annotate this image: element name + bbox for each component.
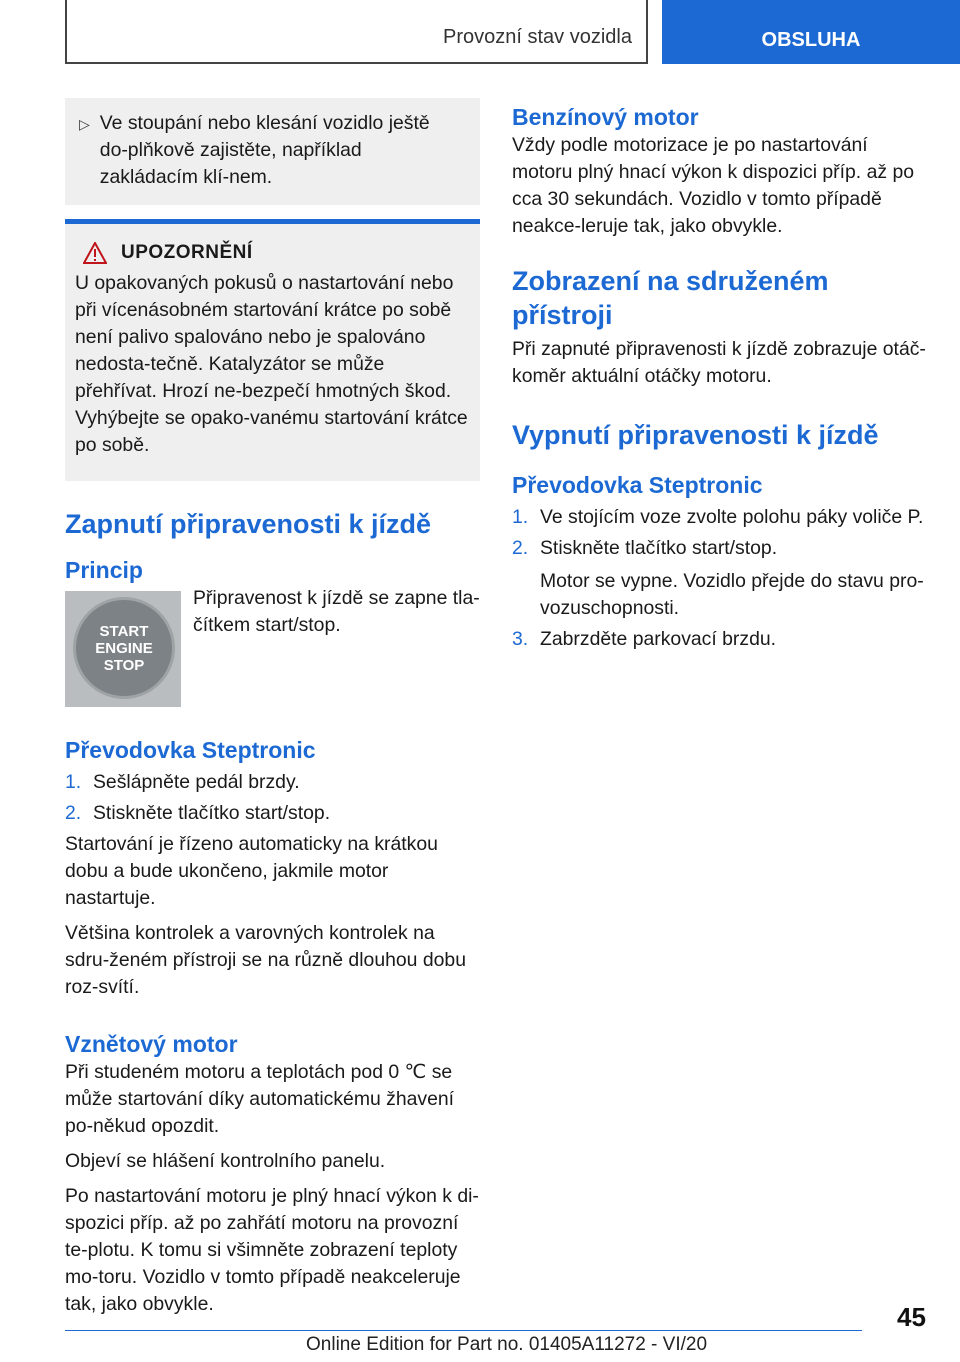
right-column xyxy=(512,98,930,657)
principle-heading: Princip xyxy=(65,557,143,583)
note-box xyxy=(65,98,480,205)
diesel-para3: Po nastartování motoru je plný hnací výkon k di-spozici příp. až po zahřátí motoru na provozní te-plotu. K tomu si všimněte zobrazení teploty mo-toru. Vozidlo v tomto případě neakceleruje tak, jako obvykle. xyxy=(65,1185,479,1315)
list-item: 1. Sešlápněte pedál brzdy. xyxy=(65,771,300,793)
steptronic-para1: Startování je řízeno automaticky na krátkou dobu a bude ukončeno, jakmile motor nastartuje. xyxy=(65,833,438,909)
left-column xyxy=(65,98,480,1318)
list-item: 1. Ve stojícím voze zvolte polohu páky voliče P. xyxy=(512,506,924,528)
section-heading-stop: Vypnutí připravenosti k jízdě xyxy=(512,420,879,450)
warning-icon xyxy=(83,242,107,264)
steptronic-para2: Většina kontrolek a varovných kontrolek na sdru-ženém přístroji se na různě dlouhou dobu roz-svítí. xyxy=(65,922,466,998)
diesel-para2: Objeví se hlášení kontrolního panelu. xyxy=(65,1150,386,1172)
principle-text: Připravenost k jízdě se zapne tla-čítkem start/stop. xyxy=(193,587,480,636)
steptronic-heading: Převodovka Steptronic xyxy=(65,737,316,763)
note-text: Ve stoupání nebo klesání vozidlo ještě do-plňkově zajistěte, například zakládacím klí-nem. xyxy=(99,112,430,188)
button-label-line: ENGINE xyxy=(95,639,153,657)
petrol-text: Vždy podle motorizace je po nastartování motoru plný hnací výkon k dispozici příp. až po cca 30 sekundách. Vozidlo v tomto případě neakce-leruje tak, jako obvykle. xyxy=(512,134,915,237)
list-item: 3. Zabrzděte parkovací brzdu. xyxy=(512,628,777,650)
button-label-line: STOP xyxy=(103,656,145,674)
button-label-line: START xyxy=(99,622,149,640)
principle-block xyxy=(65,587,480,707)
start-steps-list xyxy=(65,769,480,827)
page-number: 45 xyxy=(897,1302,926,1332)
list-item: 2. Stiskněte tlačítko start/stop. Motor se vypne. Vozidlo přejde do stavu pro-vozuschopnosti. xyxy=(512,535,930,622)
header-tab: OBSLUHA xyxy=(662,0,960,64)
step-subtext: Motor se vypne. Vozidlo přejde do stavu pro-vozuschopnosti. xyxy=(540,570,924,619)
footer-divider xyxy=(65,1330,862,1331)
warning-text: U opakovaných pokusů o nastartování nebo při vícenásobném startování krátce po sobě není palivo spalováno nebo je spalováno nedosta-tečně. Katalyzátor se může přehřívat. Hrozí ne-bezpečí hmotných škod. Vyhýbejte se opako-vanému startování krátce po sobě. xyxy=(75,272,468,456)
steptronic-off-heading: Převodovka Steptronic xyxy=(512,472,763,498)
header-title: Provozní stav vozidla xyxy=(443,26,632,48)
section-heading-start: Zapnutí připravenosti k jízdě xyxy=(65,509,432,539)
list-item: 2. Stiskněte tlačítko start/stop. xyxy=(65,802,331,824)
header-frame xyxy=(65,0,648,64)
cluster-heading: Zobrazení na sdruženém přístroji xyxy=(512,266,829,330)
diesel-para1: Při studeném motoru a teplotách pod 0 ℃ se může startování díky automatickému žhavení po-někud opozdit. xyxy=(65,1061,455,1137)
diesel-heading: Vznětový motor xyxy=(65,1031,238,1057)
cluster-text: Při zapnuté připravenosti k jízdě zobrazuje otáč-koměr aktuální otáčky motoru. xyxy=(512,338,926,387)
footer-edition: Online Edition for Part no. 01405A11272 - VI/20 xyxy=(306,1334,708,1355)
petrol-heading: Benzínový motor xyxy=(512,104,699,130)
stop-steps-list xyxy=(512,504,930,653)
triangle-bullet-icon: ▷ xyxy=(79,116,90,132)
start-stop-button-image xyxy=(65,591,181,707)
warning-box xyxy=(65,219,480,481)
warning-title: UPOZORNĚNÍ xyxy=(121,242,253,263)
